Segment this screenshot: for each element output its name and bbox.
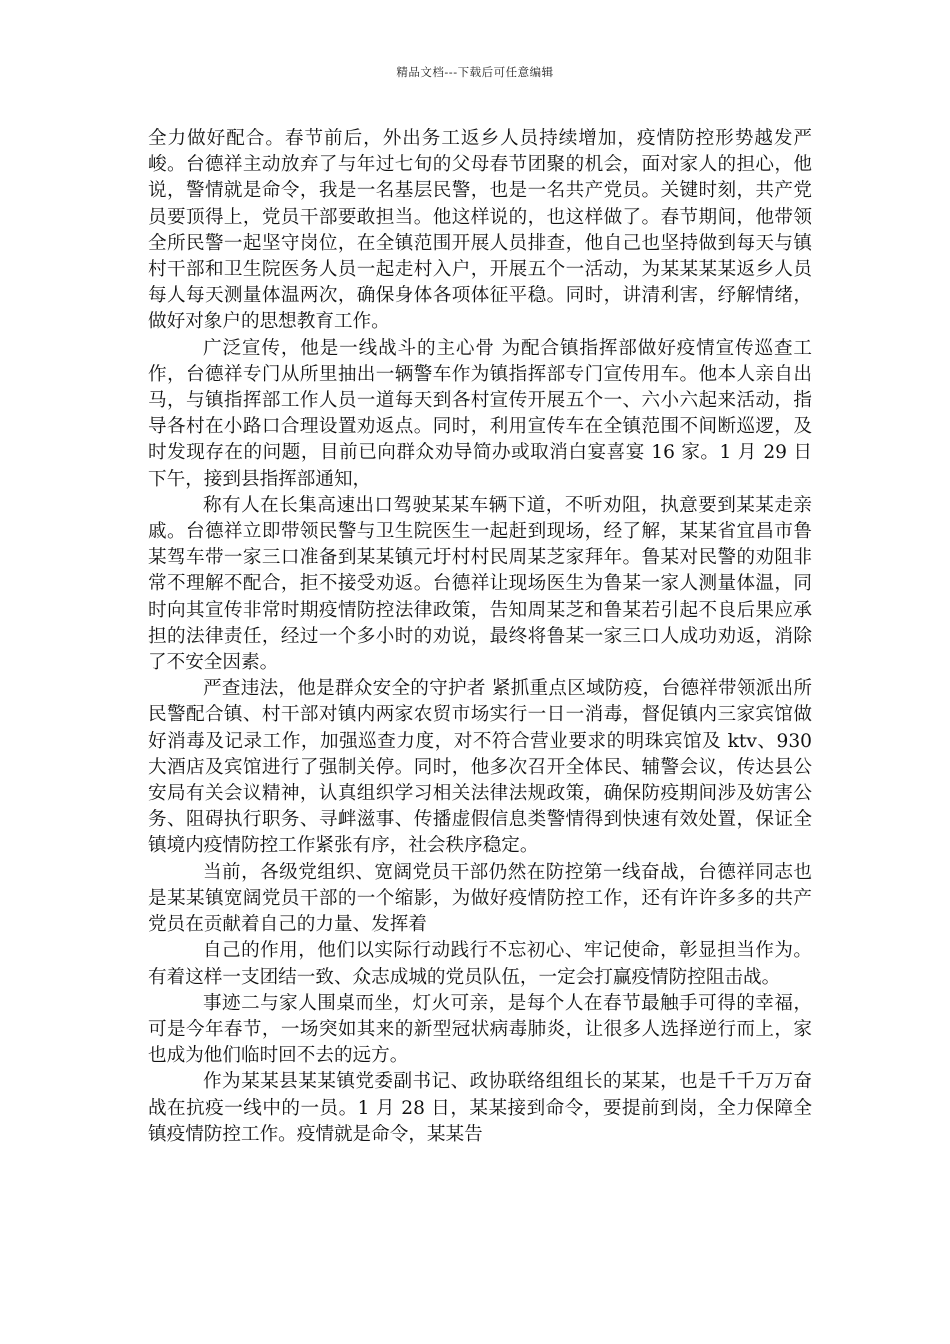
paragraph: 自己的作用，他们以实际行动践行不忘初心、牢记使命，彰显担当作为。有着这样一支团结一致、众志成城的党员队伍，一定会打赢疫情防控阻击战。 — [148, 940, 812, 988]
paragraph: 当前，各级党组织、宽阔党员干部仍然在防控第一线奋战，台德祥同志也是某某镇宽阔党员干部的一个缩影，为做好疫情防控工作，还有许许多多的共产党员在贡献着自己的力量、发挥着 — [148, 861, 812, 936]
paragraph: 称有人在长集高速出口驾驶某某车辆下道，不听劝阻，执意要到某某走亲戚。台德祥立即带领民警与卫生院医生一起赶到现场，经了解，某某省宜昌市鲁某驾车带一家三口准备到某某镇元圩村村民周某芝家拜年。鲁某对民警的劝阻非常不理解不配合，拒不接受劝返。台德祥让现场医生为鲁某一家人测量体温，同时向其宣传非常时期疫情防控法律政策，告知周某芝和鲁某若引起不良后果应承担的法律责任，经过一个多小时的劝说，最终将鲁某一家三口人成功劝返，消除了不安全因素。 — [148, 494, 812, 674]
paragraph: 全力做好配合。春节前后，外出务工返乡人员持续增加，疫情防控形势越发严峻。台德祥主动放弃了与年过七旬的父母春节团聚的机会，面对家人的担心，他说，警情就是命令，我是一名基层民警，也是一名共产党员。关键时刻，共产党员要顶得上，党员干部要敢担当。他这样说的，也这样做了。春节期间，他带领全所民警一起坚守岗位，在全镇范围开展人员排查，他自己也坚持做到每天与镇村干部和卫生院医务人员一起走村入户，开展五个一活动，为某某某某返乡人员每人每天测量体温两次，确保身体各项体征平稳。同时，讲清利害，纾解情绪，做好对象户的思想教育工作。 — [148, 128, 812, 333]
page-header: 精品文档---下载后可任意编辑 — [396, 65, 554, 79]
paragraph: 事迹二与家人围桌而坐，灯火可亲，是每个人在春节最触手可得的幸福，可是今年春节，一场突如其来的新型冠状病毒肺炎，让很多人选择逆行而上，家也成为他们临时回不去的远方。 — [148, 992, 812, 1067]
paragraph: 广泛宣传，他是一线战斗的主心骨 为配合镇指挥部做好疫情宣传巡查工作，台德祥专门从所里抽出一辆警车作为镇指挥部专门宣传用车。他本人亲自出马，与镇指挥部工作人员一道每天到各村宣传开展五个一、六小六起来活动，指导各村在小路口合理设置劝返点。同时，利用宣传车在全镇范围不间断巡逻，及时发现存在的问题，目前已向群众劝导简办或取消白宴喜宴 16 家。1 月 29 日下午，接到县指挥部通知， — [148, 337, 812, 490]
document-body — [148, 126, 812, 1148]
paragraph: 严查违法，他是群众安全的守护者 紧抓重点区域防疫，台德祥带领派出所民警配合镇、村干部对镇内两家农贸市场实行一日一消毒，督促镇内三家宾馆做好消毒及记录工作，加强巡查力度，对不符合营业要求的明珠宾馆及 ktv、930 大酒店及宾馆进行了强制关停。同时，他多次召开全体民、辅警会议，传达县公安局有关会议精神，认真组织学习相关法律法规政策，确保防疫期间涉及妨害公务、阻碍执行职务、寻衅滋事、传播虚假信息类警情得到快速有效处置，保证全镇境内疫情防控工作紧张有序，社会秩序稳定。 — [148, 678, 812, 857]
paragraph: 作为某某县某某镇党委副书记、政协联络组组长的某某，也是千千万万奋战在抗疫一线中的一员。1 月 28 日，某某接到命令，要提前到岗，全力保障全镇疫情防控工作。疫情就是命令，某某告 — [148, 1071, 812, 1145]
